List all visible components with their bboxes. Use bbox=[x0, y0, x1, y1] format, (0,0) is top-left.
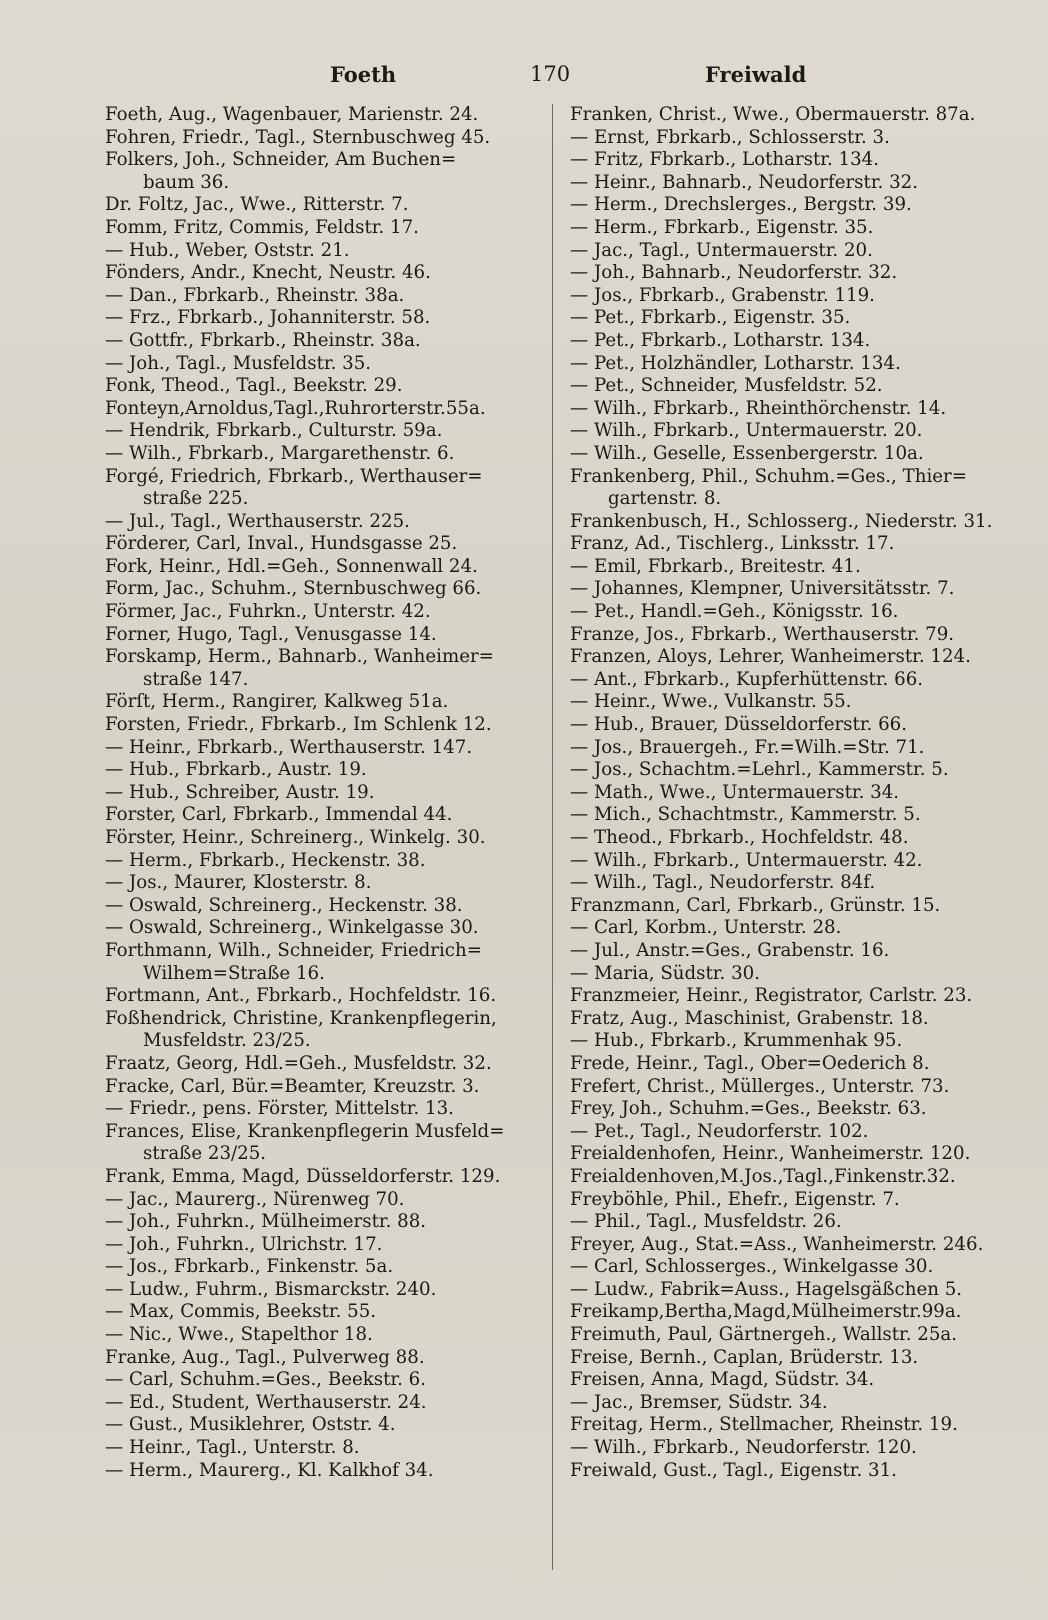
sub-entry: — Jos., Fbrkarb., Grabenstr. 119. bbox=[570, 284, 875, 306]
sub-entry: — Jul., Tagl., Werthauserstr. 225. bbox=[105, 510, 410, 532]
sub-entry: — Heinr., Fbrkarb., Werthauserstr. 147. bbox=[105, 736, 473, 758]
sub-entry: — Johannes, Klempner, Universitätsstr. 7. bbox=[570, 578, 955, 600]
sub-entry: — Heinr., Tagl., Unterstr. 8. bbox=[105, 1437, 360, 1459]
sub-entry: — Phil., Tagl., Musfeldstr. 26. bbox=[570, 1211, 842, 1233]
directory-entry: Frankenbusch, H., Schlosserg., Niederstr. 31. bbox=[570, 510, 993, 532]
directory-entry: Förderer, Carl, Inval., Hundsgasse 25. bbox=[105, 533, 458, 555]
sub-entry: — Jac., Bremser, Südstr. 34. bbox=[570, 1391, 828, 1413]
directory-entry: Förster, Heinr., Schreinerg., Winkelg. 30. bbox=[105, 827, 486, 848]
header-last-entry: Freiwald bbox=[705, 62, 807, 87]
sub-entry: — Wilh., Fbrkarb., Rheinthörchenstr. 14. bbox=[570, 397, 947, 419]
directory-entry: Fohren, Friedr., Tagl., Sternbuschweg 45. bbox=[105, 126, 491, 148]
directory-entry: Fonteyn,Arnoldus,Tagl.,Ruhrorterstr.55a. bbox=[105, 397, 486, 419]
sub-entry: — Jac., Tagl., Untermauerstr. 20. bbox=[570, 239, 873, 261]
sub-entry: — Maria, Südstr. 30. bbox=[570, 962, 760, 984]
directory-entry: Freyböhle, Phil., Ehefr., Eigenstr. 7. bbox=[570, 1188, 900, 1210]
sub-entry: — Hendrik, Fbrkarb., Culturstr. 59a. bbox=[105, 420, 443, 442]
sub-entry: — Friedr., pens. Förster, Mittelstr. 13. bbox=[105, 1098, 454, 1120]
directory-entry: Forskamp, Herm., Bahnarb., Wanheimer= bbox=[105, 646, 494, 668]
sub-entry: — Max, Commis, Beekstr. 55. bbox=[105, 1301, 377, 1323]
directory-entry: Fracke, Carl, Bür.=Beamter, Kreuzstr. 3. bbox=[105, 1075, 480, 1097]
sub-entry: — Heinr., Wwe., Vulkanstr. 55. bbox=[570, 691, 852, 713]
directory-entry: Frankenberg, Phil., Schuhm.=Ges., Thier= bbox=[570, 465, 967, 487]
entry-continuation: gartenstr. 8. bbox=[608, 488, 722, 510]
entry-continuation: straße 23/25. bbox=[143, 1143, 267, 1165]
sub-entry: — Jos., Maurer, Klosterstr. 8. bbox=[105, 872, 372, 894]
sub-entry: — Joh., Fuhrkn., Mülheimerstr. 88. bbox=[105, 1211, 427, 1233]
entry-continuation: Wilhem=Straße 16. bbox=[143, 962, 325, 984]
sub-entry: — Oswald, Schreinerg., Winkelgasse 30. bbox=[105, 917, 479, 939]
sub-entry: — Wilh., Geselle, Essenbergerstr. 10a. bbox=[570, 442, 924, 464]
sub-entry: — Joh., Tagl., Musfeldstr. 35. bbox=[105, 352, 372, 374]
sub-entry: — Pet., Fbrkarb., Eigenstr. 35. bbox=[570, 307, 851, 329]
entry-continuation: baum 36. bbox=[143, 171, 230, 193]
sub-entry: — Pet., Tagl., Neudorferstr. 102. bbox=[570, 1120, 869, 1142]
sub-entry: — Mich., Schachtmstr., Kammerstr. 5. bbox=[570, 804, 921, 826]
directory-entry: Freisen, Anna, Magd, Südstr. 34. bbox=[570, 1369, 875, 1391]
sub-entry: — Jac., Maurerg., Nürenweg 70. bbox=[105, 1188, 405, 1210]
sub-entry: — Carl, Schlosserges., Winkelgasse 30. bbox=[570, 1256, 934, 1278]
sub-entry: — Ludw., Fuhrm., Bismarckstr. 240. bbox=[105, 1278, 437, 1300]
sub-entry: — Hub., Weber, Oststr. 21. bbox=[105, 239, 350, 261]
directory-entry: Frefert, Christ., Müllerges., Unterstr. 73. bbox=[570, 1075, 950, 1097]
sub-entry: — Math., Wwe., Untermauerstr. 34. bbox=[570, 781, 900, 803]
directory-entry: Freialdenhofen, Heinr., Wanheimerstr. 120. bbox=[570, 1143, 971, 1165]
sub-entry: — Ed., Student, Werthauserstr. 24. bbox=[105, 1391, 427, 1413]
sub-entry: — Wilh., Fbrkarb., Neudorferstr. 120. bbox=[570, 1437, 917, 1459]
sub-entry: — Nic., Wwe., Stapelthor 18. bbox=[105, 1324, 373, 1346]
directory-entry: Freitag, Herm., Stellmacher, Rheinstr. 19. bbox=[570, 1414, 958, 1436]
sub-entry: — Ludw., Fabrik=Auss., Hagelsgäßchen 5. bbox=[570, 1278, 963, 1300]
directory-entry: Foeth, Aug., Wagenbauer, Marienstr. 24. bbox=[105, 104, 479, 125]
sub-entry: — Joh., Bahnarb., Neudorferstr. 32. bbox=[570, 262, 898, 284]
sub-entry: — Pet., Holzhändler, Lotharstr. 134. bbox=[570, 352, 901, 374]
sub-entry: — Frz., Fbrkarb., Johanniterstr. 58. bbox=[105, 307, 431, 329]
directory-entry: Franz, Ad., Tischlerg., Linksstr. 17. bbox=[570, 533, 895, 555]
sub-entry: — Carl, Korbm., Unterstr. 28. bbox=[570, 917, 842, 939]
sub-entry: — Fritz, Fbrkarb., Lotharstr. 134. bbox=[570, 149, 880, 171]
sub-entry: — Ernst, Fbrkarb., Schlosserstr. 3. bbox=[570, 126, 890, 148]
sub-entry: — Gust., Musiklehrer, Oststr. 4. bbox=[105, 1414, 396, 1436]
entry-continuation: straße 225. bbox=[143, 488, 249, 510]
directory-entry: Form, Jac., Schuhm., Sternbuschweg 66. bbox=[105, 578, 482, 600]
directory-entry: Förmer, Jac., Fuhrkn., Unterstr. 42. bbox=[105, 601, 431, 623]
directory-entry: Fork, Heinr., Hdl.=Geh., Sonnenwall 24. bbox=[105, 555, 478, 577]
directory-entry: Fratz, Aug., Maschinist, Grabenstr. 18. bbox=[570, 1007, 929, 1029]
sub-entry: — Ant., Fbrkarb., Kupferhüttenstr. 66. bbox=[570, 668, 924, 690]
entry-continuation: Musfeldstr. 23/25. bbox=[143, 1030, 311, 1052]
entry-continuation: straße 147. bbox=[143, 668, 249, 690]
directory-entry: Frey, Joh., Schuhm.=Ges., Beekstr. 63. bbox=[570, 1098, 927, 1120]
directory-entry: Fomm, Fritz, Commis, Feldstr. 17. bbox=[105, 216, 419, 238]
directory-entry: Frances, Elise, Krankenpflegerin Musfeld= bbox=[105, 1120, 505, 1142]
sub-entry: — Hub., Fbrkarb., Austr. 19. bbox=[105, 759, 367, 781]
sub-entry: — Hub., Fbrkarb., Krummenhak 95. bbox=[570, 1030, 903, 1052]
directory-entry: Freyer, Aug., Stat.=Ass., Wanheimerstr. 246. bbox=[570, 1233, 984, 1255]
header-first-entry: Foeth bbox=[330, 62, 397, 87]
directory-entry: Forster, Carl, Fbrkarb., Immendal 44. bbox=[105, 804, 453, 826]
left-column bbox=[105, 104, 535, 1482]
directory-entry: Freimuth, Paul, Gärtnergeh., Wallstr. 25a. bbox=[570, 1324, 958, 1346]
directory-entry: Förſt, Herm., Rangirer, Kalkweg 51a. bbox=[105, 691, 449, 713]
sub-entry: — Oswald, Schreinerg., Heckenstr. 38. bbox=[105, 894, 463, 916]
sub-entry: — Herm., Fbrkarb., Eigenstr. 35. bbox=[570, 216, 874, 238]
sub-entry: — Wilh., Fbrkarb., Margarethenstr. 6. bbox=[105, 442, 455, 464]
sub-entry: — Wilh., Fbrkarb., Untermauerstr. 20. bbox=[570, 420, 923, 442]
directory-entry: Folkers, Joh., Schneider, Am Buchen= bbox=[105, 149, 457, 171]
directory-entry: Forthmann, Wilh., Schneider, Friedrich= bbox=[105, 939, 482, 961]
sub-entry: — Dan., Fbrkarb., Rheinstr. 38a. bbox=[105, 284, 405, 306]
directory-entry: Fonk, Theod., Tagl., Beekstr. 29. bbox=[105, 375, 403, 397]
directory-entry: Fönders, Andr., Knecht, Neustr. 46. bbox=[105, 262, 431, 284]
column-divider bbox=[552, 104, 553, 1570]
directory-entry: Forsten, Friedr., Fbrkarb., Im Schlenk 12. bbox=[105, 714, 492, 736]
sub-entry: — Pet., Handl.=Geh., Königsstr. 16. bbox=[570, 601, 899, 623]
directory-entry: Franzmeier, Heinr., Registrator, Carlstr. 23. bbox=[570, 985, 973, 1007]
directory-entry: Fraatz, Georg, Hdl.=Geh., Musfeldstr. 32. bbox=[105, 1052, 492, 1074]
sub-entry: — Hub., Brauer, Düsseldorferstr. 66. bbox=[570, 714, 908, 736]
sub-entry: — Wilh., Tagl., Neudorferstr. 84f. bbox=[570, 872, 876, 894]
sub-entry: — Joh., Fuhrkn., Ulrichstr. 17. bbox=[105, 1233, 383, 1255]
sub-entry: — Jos., Schachtm.=Lehrl., Kammerstr. 5. bbox=[570, 759, 949, 781]
sub-entry: — Herm., Maurerg., Kl. Kalkhof 34. bbox=[105, 1459, 434, 1481]
sub-entry: — Emil, Fbrkarb., Breitestr. 41. bbox=[570, 555, 861, 577]
sub-entry: — Pet., Schneider, Musfeldstr. 52. bbox=[570, 375, 883, 397]
sub-entry: — Carl, Schuhm.=Ges., Beekstr. 6. bbox=[105, 1369, 426, 1391]
directory-entry: Frede, Heinr., Tagl., Ober=Oederich 8. bbox=[570, 1052, 930, 1074]
sub-entry: — Herm., Fbrkarb., Heckenstr. 38. bbox=[105, 849, 426, 871]
sub-entry: — Wilh., Fbrkarb., Untermauerstr. 42. bbox=[570, 849, 923, 871]
directory-entry: Franken, Christ., Wwe., Obermauerstr. 87a. bbox=[570, 104, 976, 125]
directory-entry: Freiwald, Gust., Tagl., Eigenstr. 31. bbox=[570, 1459, 897, 1481]
directory-entry: Franzmann, Carl, Fbrkarb., Grünstr. 15. bbox=[570, 894, 941, 916]
sub-entry: — Jul., Anstr.=Ges., Grabenstr. 16. bbox=[570, 939, 890, 961]
directory-entry: Dr. Foltz, Jac., Wwe., Ritterstr. 7. bbox=[105, 194, 409, 216]
directory-entry: Forner, Hugo, Tagl., Venusgasse 14. bbox=[105, 623, 437, 645]
sub-entry: — Heinr., Bahnarb., Neudorferstr. 32. bbox=[570, 171, 919, 193]
sub-entry: — Herm., Drechslerges., Bergstr. 39. bbox=[570, 194, 912, 216]
directory-entry: Forgé, Friedrich, Fbrkarb., Werthauser= bbox=[105, 465, 483, 487]
directory-entry: Franzen, Aloys, Lehrer, Wanheimerstr. 124. bbox=[570, 646, 971, 668]
sub-entry: — Hub., Schreiber, Austr. 19. bbox=[105, 781, 375, 803]
directory-entry: Foßhendrick, Christine, Krankenpflegerin, bbox=[105, 1007, 497, 1029]
directory-entry: Franze, Jos., Fbrkarb., Werthauserstr. 79. bbox=[570, 623, 955, 645]
running-header bbox=[105, 62, 1015, 92]
directory-entry: Freikamp,Bertha,Magd,Mülheimerstr.99a. bbox=[570, 1301, 962, 1323]
sub-entry: — Pet., Fbrkarb., Lotharstr. 134. bbox=[570, 329, 871, 351]
sub-entry: — Gottfr., Fbrkarb., Rheinstr. 38a. bbox=[105, 329, 421, 351]
page-number: 170 bbox=[530, 62, 571, 86]
directory-entry: Freialdenhoven,M.Jos.,Tagl.,Finkenstr.32. bbox=[570, 1165, 956, 1187]
directory-entry: Franke, Aug., Tagl., Pulverweg 88. bbox=[105, 1346, 425, 1368]
right-column bbox=[570, 104, 1015, 1482]
directory-entry: Frank, Emma, Magd, Düsseldorferstr. 129. bbox=[105, 1165, 501, 1187]
sub-entry: — Jos., Brauergeh., Fr.=Wilh.=Str. 71. bbox=[570, 736, 925, 758]
sub-entry: — Jos., Fbrkarb., Finkenstr. 5a. bbox=[105, 1256, 394, 1278]
directory-entry: Fortmann, Ant., Fbrkarb., Hochfeldstr. 16. bbox=[105, 985, 497, 1007]
sub-entry: — Theod., Fbrkarb., Hochfeldstr. 48. bbox=[570, 827, 909, 848]
directory-entry: Freise, Bernh., Caplan, Brüderstr. 13. bbox=[570, 1346, 919, 1368]
